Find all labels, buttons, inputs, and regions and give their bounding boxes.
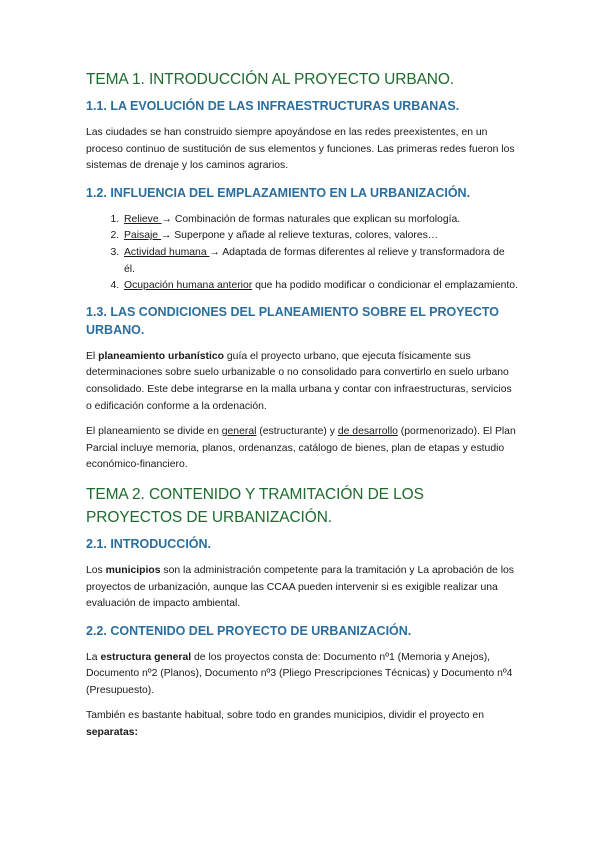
tema1-title: TEMA 1. INTRODUCCIÓN AL PROYECTO URBANO. (86, 71, 455, 88)
bold-term: planeamiento urbanístico (98, 350, 225, 362)
tema2-title: TEMA 2. CONTENIDO Y TRAMITACIÓN DE LOS PROYECTOS DE URBANIZACIÓN. (86, 485, 424, 526)
list-item-term: Paisaje (124, 230, 161, 242)
underlined-term: de desarrollo (337, 426, 398, 438)
list-item-term: Relieve (124, 213, 162, 225)
text-run: (pormenorizado). El Plan Parcial incluye memoria, planos, ordenanzas, catálogo de bienes, plan de etapas y estudio económico-financiero. (86, 426, 516, 471)
bold-term: separatas: (86, 727, 138, 739)
list-item-text: que ha podido modificar o condicionar el emplazamiento. (252, 280, 518, 292)
section-2-1-text (86, 563, 518, 613)
underlined-term: general (221, 426, 257, 438)
section-1-3-paragraph-2 (86, 424, 518, 474)
text-run: guía el proyecto urbano, que ejecuta físicamente sus determinaciones sobre suelo urbanizable o no consolidado para convertirlo en suelo urbano consolidado. Este debe integrarse en la malla urbana y contar con infraestructuras, servicios o edificación conforme a la ordenación. (86, 350, 512, 412)
emplazamiento-list (86, 212, 518, 295)
text-run: (estructurante) y (256, 426, 338, 438)
text-run: de los proyectos consta de: Documento nº1 (Memoria y Anejos), Documento nº2 (Planos), Documento nº3 (Pliego Prescripciones Técnicas) y Documento nº4 (Presupuesto). (86, 651, 513, 696)
list-item (122, 228, 518, 245)
list-item-text: → Combinación de formas naturales que explican su morfología. (161, 213, 461, 225)
section-2-2-heading: 2.2. CONTENIDO DEL PROYECTO DE URBANIZACIÓN. (86, 623, 412, 638)
list-item-text: → Adaptada de formas diferentes al relieve y transformadora de él. (124, 246, 505, 275)
text-run: El planeamiento se divide en (86, 426, 222, 438)
list-item-term: Ocupación humana anterior (124, 280, 253, 292)
text-run: También es bastante habitual, sobre todo en grandes municipios, dividir el proyecto en (86, 710, 484, 722)
list-item (122, 278, 518, 295)
list-item (122, 245, 518, 278)
list-item-term: Actividad humana (124, 246, 210, 258)
list-item (122, 212, 518, 229)
list-item-text: → Superpone y añade al relieve texturas, colores, valores… (160, 230, 439, 242)
bold-term: municipios (105, 564, 161, 576)
document-page (86, 68, 518, 751)
text-run: Los (86, 564, 106, 576)
section-2-2-paragraph-2 (86, 708, 518, 741)
text-run: El (86, 350, 99, 362)
section-2-1-heading: 2.1. INTRODUCCIÓN. (86, 536, 212, 551)
section-1-3-paragraph-1 (86, 349, 518, 415)
section-1-2-heading: 1.2. INFLUENCIA DEL EMPLAZAMIENTO EN LA URBANIZACIÓN. (86, 185, 471, 200)
section-1-1-heading: 1.1. LA EVOLUCIÓN DE LAS INFRAESTRUCTURAS URBANAS. (86, 99, 460, 113)
text-run: son la administración competente para la tramitación y La aprobación de los proyectos de urbanización, aunque las CCAA pueden intervenir si es exigible realizar una evaluación de impacto ambiental. (86, 564, 514, 610)
section-1-1-text: Las ciudades se han construido siempre apoyándose en las redes preexistentes, en un proceso continuo de sustitución de sus elementos y funciones. Las primeras redes fueron los sistemas de drenaje y los caminos agrarios. (86, 127, 515, 172)
section-1-3-heading: 1.3. LAS CONDICIONES DEL PLANEAMIENTO SOBRE EL PROYECTO URBANO. (86, 304, 500, 337)
text-run: La (86, 651, 101, 663)
section-2-2-paragraph-1 (86, 650, 518, 700)
bold-term: estructura general (100, 651, 192, 663)
